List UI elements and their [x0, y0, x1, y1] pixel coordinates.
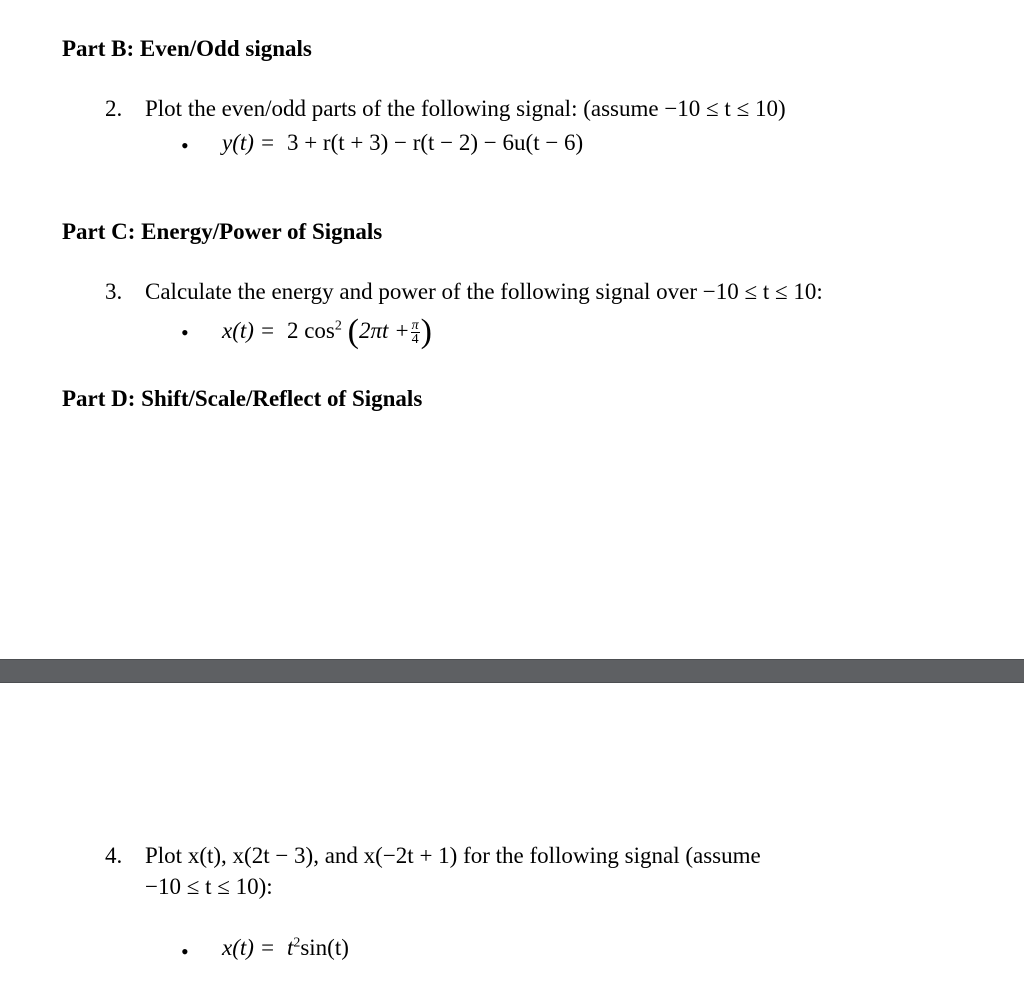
question-3-number: 3. [105, 279, 123, 304]
page-break-divider [0, 659, 1024, 683]
fraction-numerator: π [411, 318, 419, 334]
equation-argument: 2πt + [358, 318, 410, 343]
open-paren: ( [347, 313, 359, 350]
fraction-denominator: 4 [411, 332, 419, 348]
part-d-heading: Part D: Shift/Scale/Reflect of Signals [62, 386, 423, 411]
equation-exponent: 2 [293, 935, 301, 951]
question-3-equation [222, 313, 432, 351]
equation-rhs: 3 + r(t + 3) − r(t − 2) − 6u(t − 6) [286, 130, 584, 155]
question-2-number: 2. [105, 96, 123, 121]
part-b-heading: Part B: Even/Odd signals [62, 36, 312, 61]
equation-lhs: x(t) = [222, 318, 276, 343]
equation-tail: sin(t) [300, 935, 349, 960]
close-paren: ) [420, 313, 432, 350]
question-4-number: 4. [105, 843, 123, 868]
fraction [411, 319, 420, 346]
bullet: • [181, 939, 189, 964]
question-4-text-line-1: Plot x(t), x(2t − 3), and x(−2t + 1) for the following signal (assume [145, 843, 761, 868]
bullet: • [181, 320, 189, 345]
question-4-equation [222, 935, 349, 961]
question-3-text: Calculate the energy and power of the following signal over −10 ≤ t ≤ 10: [145, 279, 823, 304]
equation-coefficient: 2 cos [286, 318, 335, 343]
question-4-text-line-2: −10 ≤ t ≤ 10): [145, 874, 273, 899]
equation-lhs: x(t) = [222, 935, 276, 960]
question-2-text: Plot the even/odd parts of the following signal: (assume −10 ≤ t ≤ 10) [145, 96, 786, 121]
equation-lhs: y(t) = [222, 130, 276, 155]
part-c-heading: Part C: Energy/Power of Signals [62, 219, 383, 244]
bullet: • [181, 133, 189, 158]
equation-base: t [286, 935, 294, 960]
equation-exponent: 2 [334, 318, 342, 334]
question-2-equation [222, 130, 583, 156]
